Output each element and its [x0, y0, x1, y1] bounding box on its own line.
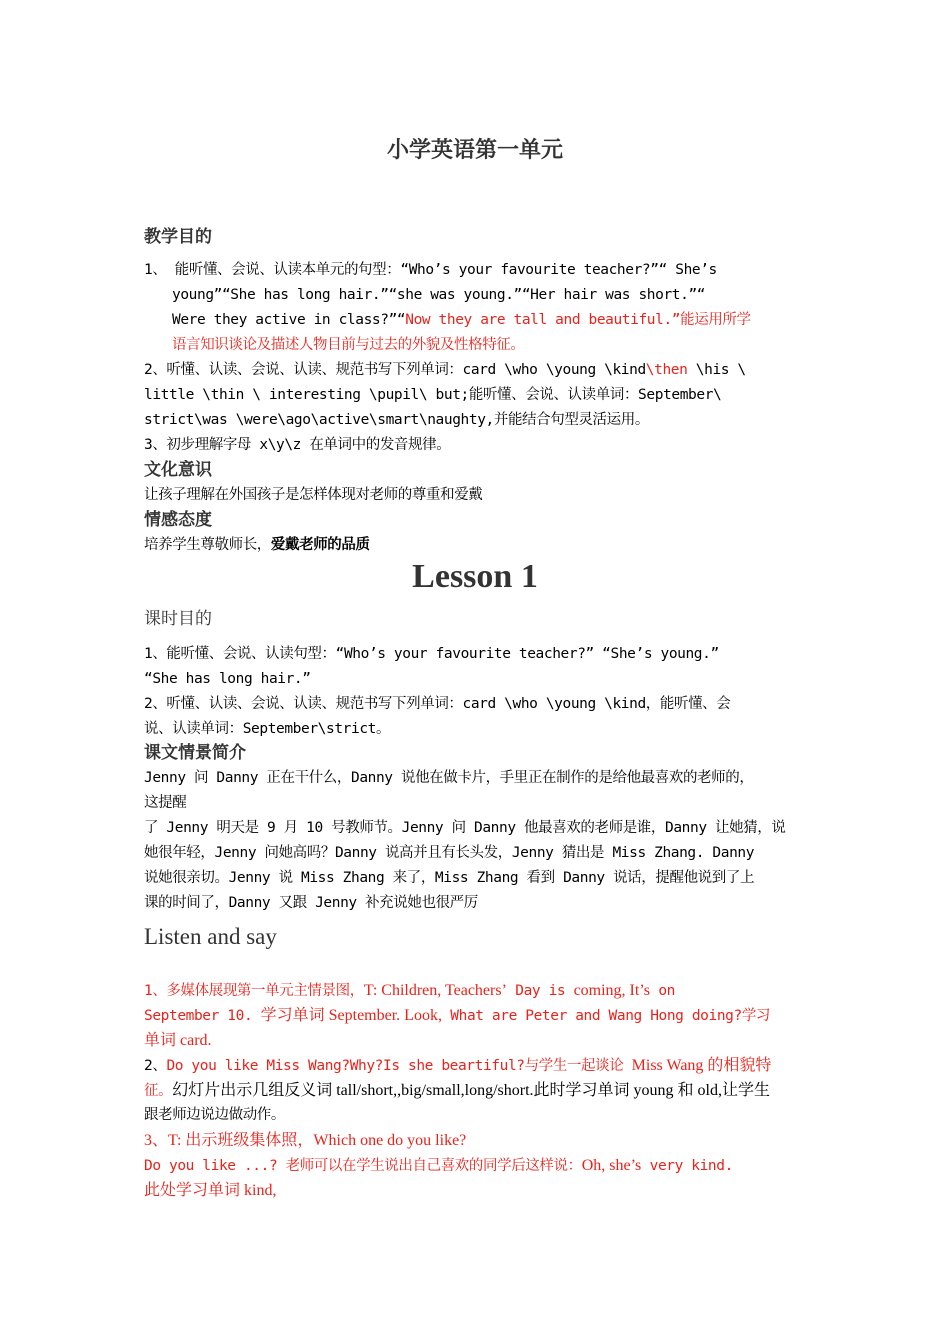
- story-text: [144, 766, 824, 916]
- highlight-text: 学习: [741, 1008, 771, 1024]
- goal-item-3: [144, 433, 824, 458]
- text-span: 2、听懂、认读、会说、认读、规范书写下列单词：card \who \young \kind: [144, 362, 646, 378]
- section-heading: 课时目的: [144, 609, 212, 629]
- text-span: Were they active in class?”“: [172, 312, 406, 328]
- text-line: [144, 1003, 824, 1028]
- text-line: [144, 308, 824, 333]
- highlight-text: September 10.: [144, 1008, 261, 1024]
- text-line: strict\was \were\ago\active\smart\naughty,并能结合句型灵活运用。: [144, 412, 649, 428]
- section-heading: 文化意识: [144, 460, 212, 480]
- highlight-text: \then: [645, 362, 688, 378]
- culture-section: [144, 457, 824, 508]
- section-heading: 情感态度: [144, 510, 212, 530]
- attitude-section: [144, 507, 824, 558]
- text-line: 了 Jenny 明天是 9 月 10 号教师节。Jenny 问 Danny 他最喜欢的老师是谁，Danny 让她猜，说: [144, 820, 786, 836]
- text-line: 3、初步理解字母 x\y\z 在单词中的发音规律。: [144, 437, 451, 453]
- lesson-title: Lesson 1: [412, 558, 538, 595]
- text-line: 2、听懂、认读、会说、认读、规范书写下列单词：card \who \young \kind，能听懂、会: [144, 696, 731, 712]
- document-title: 小学英语第一单元: [386, 138, 563, 163]
- bold-text: 爱戴老师的品质: [270, 537, 370, 553]
- highlight-text: Do you like Miss Wang?Why?Is she beartiful?与学生一起谈论: [166, 1058, 632, 1074]
- highlight-text: Now they are tall and beautiful.”能运用所学: [405, 312, 751, 328]
- highlight-text: 此处学习单词 kind,: [144, 1182, 277, 1199]
- lesson-goals-section: [144, 606, 824, 632]
- text-line: 课的时间了，Danny 又跟 Jenny 补充说她也很严厉: [144, 895, 478, 911]
- text-span: 2、: [144, 1058, 167, 1074]
- text-line: [144, 533, 824, 558]
- text-line: young”“She has long hair.”“she was young.”“Her hair was short.”“: [172, 287, 706, 303]
- text-line: Jenny 问 Danny 正在干什么，Danny 说他在做卡片，手里正在制作的是给他最喜欢的老师的，: [144, 770, 754, 786]
- highlight-text: 征。: [144, 1083, 173, 1099]
- highlight-text: Miss Wang 的相貌特: [631, 1057, 772, 1074]
- highlight-text: Do you like ...? 老师可以在学生说出自己喜欢的同学后这样说：: [144, 1158, 582, 1174]
- text-span: 培养学生尊敬师长，: [144, 537, 271, 553]
- highlight-text: 语言知识谈论及描述人物目前与过去的外貌及性格特征。: [172, 337, 525, 353]
- section-heading: 课文情景简介: [144, 743, 246, 763]
- section-heading: 教学目的: [144, 227, 212, 247]
- text-line: [144, 1078, 824, 1103]
- text-span: 幻灯片出示几组反义词 tall/short,,big/small,long/short.此时学习单词 young 和 old,让学生: [172, 1082, 770, 1099]
- text-line: 说她很亲切。Jenny 说 Miss Zhang 来了，Miss Zhang 看到 Danny 说话，提醒他说到了上: [144, 870, 755, 886]
- highlight-text: What are Peter and Wang Hong doing?: [441, 1008, 742, 1024]
- story-section: [144, 740, 824, 766]
- goal-item-1: [144, 258, 824, 358]
- highlight-text: 3、T: 出示班级集体照，Which one do you like?: [144, 1132, 467, 1149]
- text-line: 1、能听懂、会说、认读句型：“Who’s your favourite teacher?” “She’s young.”: [144, 646, 719, 662]
- text-line: [144, 1153, 824, 1178]
- text-span: \his \: [687, 362, 746, 378]
- highlight-text: 1、多媒体展现第一单元主情景图，: [144, 983, 364, 999]
- goal-item-2: [144, 358, 824, 433]
- highlight-text: very kind.: [641, 1158, 733, 1174]
- text-line: [144, 358, 824, 383]
- text-line: 让孩子理解在外国孩子是怎样体现对老师的尊重和爱戴: [144, 487, 483, 503]
- highlight-text: Oh, she’s: [581, 1157, 642, 1174]
- text-line: “She has long hair.”: [144, 671, 311, 687]
- highlight-text: 单词 card.: [144, 1032, 212, 1049]
- lesson-goals-text: [144, 642, 824, 742]
- highlight-text: T: Children, Teachers’: [363, 982, 507, 999]
- highlight-text: Day is: [506, 983, 574, 999]
- highlight-text: 学习单词 September. Look,: [260, 1007, 442, 1024]
- listen-and-say-heading: Listen and say: [144, 924, 277, 949]
- highlight-text: coming, It’s: [573, 982, 650, 999]
- highlight-text: on: [650, 983, 675, 999]
- text-line: [144, 1053, 824, 1078]
- text-line: 1、 能听懂、会说、认读本单元的句型：“Who’s your favourite teacher?”“ She’s: [144, 262, 717, 278]
- text-line: [144, 978, 824, 1003]
- activity-steps: [144, 978, 824, 1203]
- text-line: little \thin \ interesting \pupil\ but;能听懂、会说、认读单词：September\: [144, 387, 722, 403]
- text-line: 说、认读单词：September\strict。: [144, 721, 391, 737]
- text-line: 她很年轻，Jenny 问她高吗？Danny 说高并且有长头发，Jenny 猜出是 Miss Zhang. Danny: [144, 845, 755, 861]
- text-line: 跟老师边说边做动作。: [144, 1107, 285, 1123]
- teaching-goals-section: [144, 224, 824, 250]
- text-line: 这提醒: [144, 795, 187, 811]
